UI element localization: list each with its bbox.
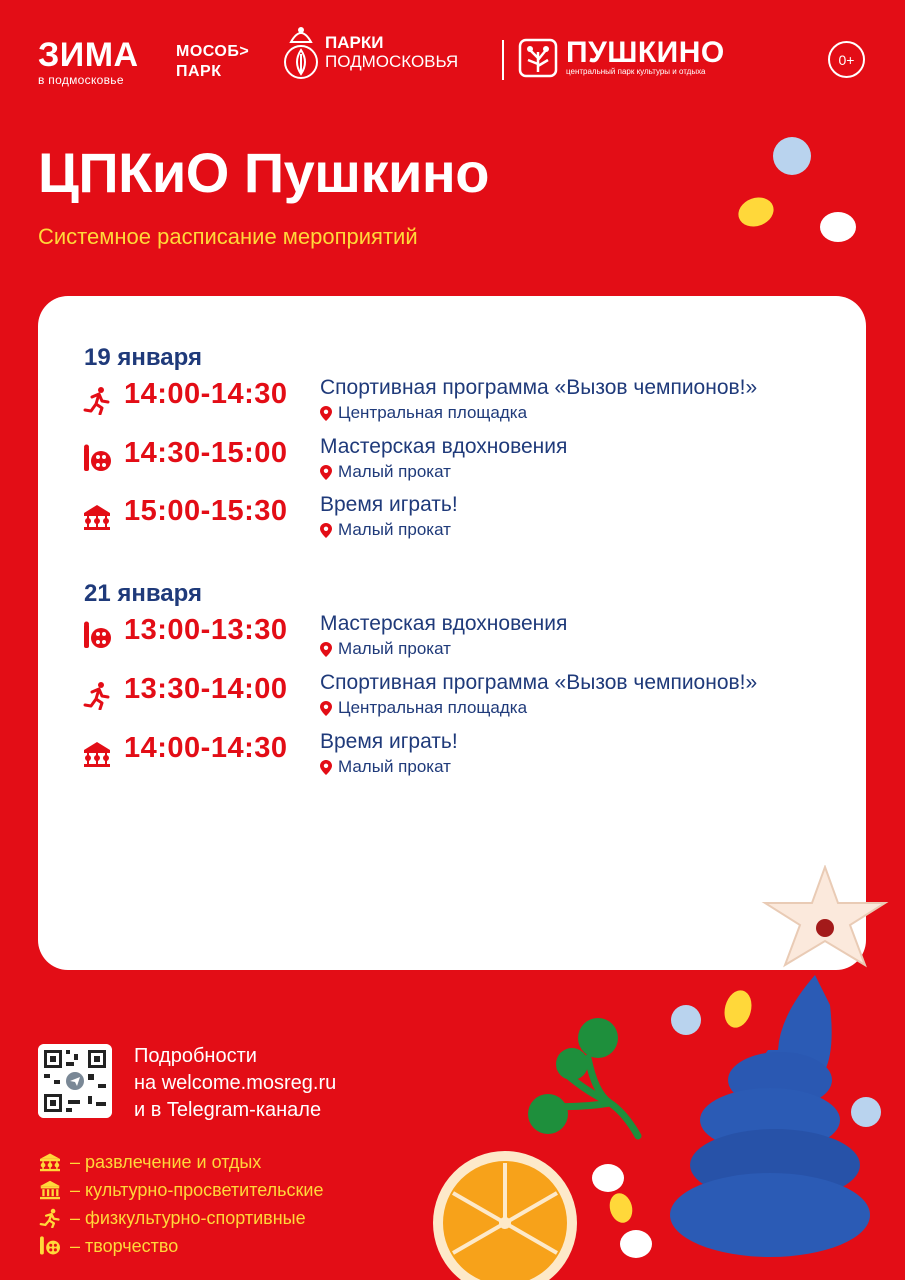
pushkino-logo bbox=[518, 38, 725, 78]
legend-label: – развлечение и отдых bbox=[70, 1151, 262, 1172]
event-row bbox=[82, 612, 842, 668]
event-time: 14:00-14:30 bbox=[124, 732, 288, 764]
carousel-icon bbox=[38, 1152, 62, 1172]
event-row bbox=[82, 376, 842, 432]
pushkino-name: ПУШКИНО bbox=[566, 36, 725, 69]
location-pin-icon bbox=[320, 406, 332, 421]
event-row bbox=[82, 493, 842, 549]
creativity-icon bbox=[38, 1236, 62, 1256]
event-location bbox=[320, 757, 451, 777]
event-row bbox=[82, 671, 842, 727]
decor-dot bbox=[734, 193, 777, 232]
legend-item bbox=[38, 1232, 324, 1260]
more-info-text bbox=[134, 1043, 336, 1124]
event-time: 15:00-15:30 bbox=[124, 495, 288, 527]
event-location-label: Центральная площадка bbox=[338, 403, 528, 422]
location-pin-icon bbox=[320, 523, 332, 538]
event-name: Мастерская вдохновения bbox=[320, 435, 568, 458]
pushkino-tree-icon bbox=[518, 38, 558, 78]
location-pin-icon bbox=[320, 642, 332, 657]
event-time: 14:00-14:30 bbox=[124, 378, 288, 410]
more-line1: Подробности bbox=[134, 1045, 257, 1067]
day-heading: 21 января bbox=[84, 580, 202, 607]
zima-logo-subtitle: в подмосковье bbox=[38, 73, 124, 87]
event-location bbox=[320, 462, 451, 482]
location-pin-icon bbox=[320, 701, 332, 716]
mosob-line2: ПАРК bbox=[176, 63, 222, 80]
mosobpark-logo bbox=[176, 42, 249, 82]
zima-logo-title: ЗИМА bbox=[38, 36, 139, 74]
event-location-label: Малый прокат bbox=[338, 462, 451, 481]
decor-dot bbox=[773, 137, 811, 175]
berry-branch-decoration bbox=[520, 1008, 650, 1148]
legend-label: – творчество bbox=[70, 1235, 179, 1256]
running-person-icon bbox=[38, 1208, 62, 1228]
legend-label: – физкультурно-спортивные bbox=[70, 1207, 306, 1228]
running-person-icon bbox=[82, 385, 112, 415]
event-name: Мастерская вдохновения bbox=[320, 612, 568, 635]
creativity-icon bbox=[82, 444, 112, 474]
decor-dot bbox=[592, 1164, 624, 1192]
museum-icon bbox=[38, 1180, 62, 1200]
event-name: Время играть! bbox=[320, 730, 458, 753]
event-name: Спортивная программа «Вызов чемпионов!» bbox=[320, 376, 758, 399]
legend-item bbox=[38, 1148, 324, 1176]
mosob-line1: МОСОБ> bbox=[176, 43, 250, 60]
orange-slice-decoration bbox=[430, 1148, 580, 1280]
event-location bbox=[320, 639, 451, 659]
parki-line1: ПАРКИ bbox=[325, 33, 384, 52]
event-row bbox=[82, 730, 842, 786]
event-location-label: Центральная площадка bbox=[338, 698, 528, 717]
event-name: Спортивная программа «Вызов чемпионов!» bbox=[320, 671, 758, 694]
location-pin-icon bbox=[320, 465, 332, 480]
legend bbox=[38, 1148, 324, 1260]
decor-dot bbox=[671, 1005, 701, 1035]
location-pin-icon bbox=[320, 760, 332, 775]
event-time: 13:30-14:00 bbox=[124, 673, 288, 705]
decor-dot bbox=[606, 1191, 635, 1226]
event-location bbox=[320, 698, 527, 718]
carousel-icon bbox=[82, 739, 112, 769]
parki-line2: ПОДМОСКОВЬЯ bbox=[325, 52, 459, 71]
decor-dot bbox=[620, 1230, 652, 1258]
day-heading: 19 января bbox=[84, 344, 202, 371]
legend-item bbox=[38, 1176, 324, 1204]
running-person-icon bbox=[82, 680, 112, 710]
page-subtitle: Системное расписание мероприятий bbox=[38, 224, 418, 249]
page-title: ЦПКиО Пушкино bbox=[38, 141, 489, 204]
parki-leaf-icon bbox=[283, 24, 319, 80]
legend-item bbox=[38, 1204, 324, 1232]
legend-label: – культурно-просветительские bbox=[70, 1179, 324, 1200]
carousel-icon bbox=[82, 502, 112, 532]
parki-podmoskovya-logo bbox=[283, 24, 458, 80]
event-location bbox=[320, 403, 527, 423]
christmas-tree-decoration bbox=[660, 865, 900, 1280]
logo-divider bbox=[502, 40, 504, 80]
pushkino-subtitle: центральный парк культуры и отдыха bbox=[566, 67, 706, 76]
event-location-label: Малый прокат bbox=[338, 520, 451, 539]
zima-logo bbox=[38, 38, 139, 86]
decor-dot bbox=[820, 212, 856, 242]
creativity-icon bbox=[82, 621, 112, 651]
decor-dot bbox=[851, 1097, 881, 1127]
event-location-label: Малый прокат bbox=[338, 757, 451, 776]
event-location bbox=[320, 520, 451, 540]
more-line3: и в Telegram-канале bbox=[134, 1099, 322, 1121]
qr-code[interactable] bbox=[38, 1044, 112, 1118]
event-time: 13:00-13:30 bbox=[124, 614, 288, 646]
event-name: Время играть! bbox=[320, 493, 458, 516]
event-location-label: Малый прокат bbox=[338, 639, 451, 658]
age-rating-badge: 0+ bbox=[828, 41, 865, 78]
more-line2: на welcome.mosreg.ru bbox=[134, 1072, 337, 1094]
event-time: 14:30-15:00 bbox=[124, 437, 288, 469]
event-row bbox=[82, 435, 842, 491]
